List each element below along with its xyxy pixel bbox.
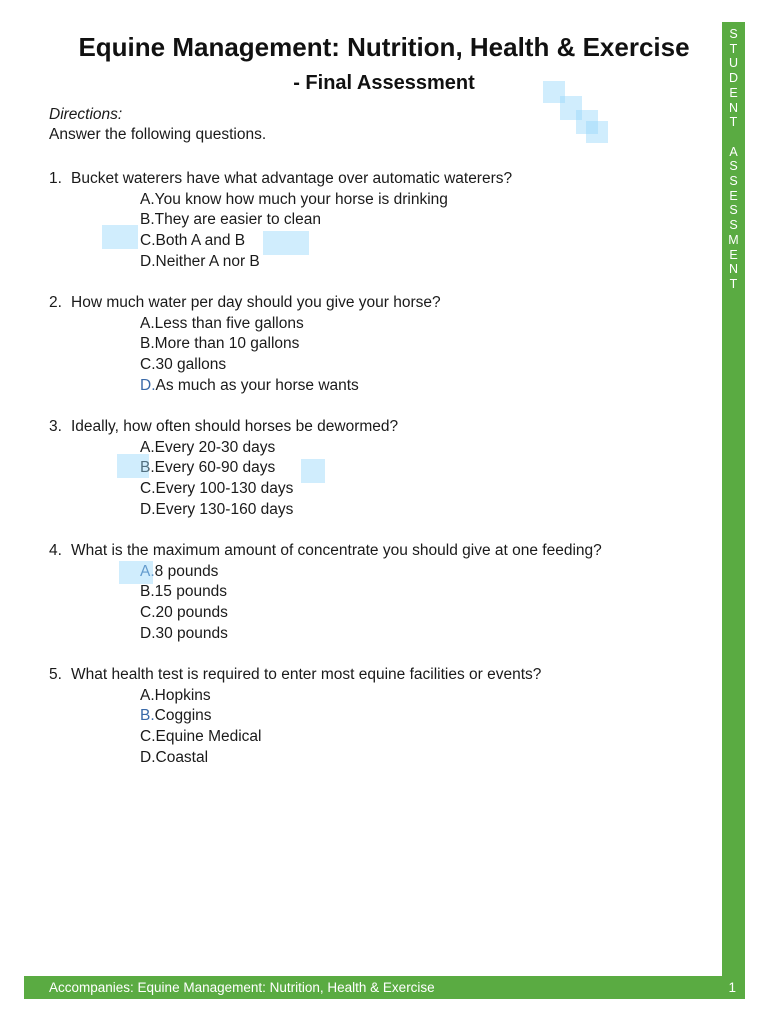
selection-highlight <box>263 231 309 255</box>
choice-letter: B. <box>140 707 155 725</box>
choice-letter: D. <box>140 252 156 270</box>
question-list <box>49 169 719 789</box>
question-text: Ideally, how often should horses be dewormed? <box>71 418 399 436</box>
question-4 <box>49 541 719 645</box>
selection-highlight <box>301 459 325 483</box>
side-bar-letter: S <box>729 203 738 218</box>
choice-letter: C. <box>140 480 156 498</box>
choice-c[interactable] <box>140 231 719 252</box>
choice-a[interactable] <box>140 438 719 459</box>
page-title: Equine Management: Nutrition, Health & Exercise <box>78 32 690 62</box>
choice-letter: D. <box>140 624 156 642</box>
choice-b[interactable] <box>140 706 719 727</box>
side-bar-letter: D <box>728 71 739 86</box>
page-number: 1 <box>728 980 736 995</box>
choice-c[interactable] <box>140 479 719 500</box>
choice-letter: B. <box>140 583 155 601</box>
choice-text: Both A and B <box>155 232 246 250</box>
question-stem <box>49 665 719 686</box>
question-number: 1. <box>49 170 62 187</box>
choice-letter: B. <box>140 459 155 477</box>
choice-b[interactable] <box>140 582 719 603</box>
choice-text: As much as your horse wants <box>155 376 359 394</box>
question-5 <box>49 665 719 769</box>
question-stem <box>49 293 719 314</box>
side-bar-letter: N <box>728 262 739 277</box>
side-bar-letter: S <box>729 218 738 233</box>
choice-letter: B. <box>140 335 155 353</box>
choice-d[interactable] <box>140 252 719 273</box>
choice-text: 20 pounds <box>155 604 228 622</box>
side-bar-letter: T <box>729 276 738 291</box>
choice-c[interactable] <box>140 355 719 376</box>
footer-bar <box>24 976 745 999</box>
question-text: What is the maximum amount of concentrate you should give at one feeding? <box>71 542 602 560</box>
side-bar-letter: N <box>728 100 739 115</box>
question-stem <box>49 541 719 562</box>
side-bar-letter: E <box>729 85 738 100</box>
choice-a[interactable] <box>140 190 719 211</box>
question-number: 2. <box>49 294 62 312</box>
choice-text: Every 130-160 days <box>155 500 294 518</box>
choice-text: Equine Medical <box>155 728 262 746</box>
choice-letter: D. <box>140 376 156 394</box>
question-number: 4. <box>49 542 62 560</box>
choice-a[interactable] <box>140 314 719 335</box>
choice-letter: C. <box>140 232 156 250</box>
question-text: Bucket waterers have what advantage over automatic waterers? <box>71 170 513 187</box>
choice-d[interactable] <box>140 748 719 769</box>
choice-text: More than 10 gallons <box>154 335 300 353</box>
question-2 <box>49 293 719 397</box>
choice-a[interactable] <box>140 686 719 707</box>
directions-text: Answer the following questions. <box>49 126 267 143</box>
choice-text: Less than five gallons <box>154 314 304 332</box>
side-bar-letter: U <box>728 56 739 71</box>
selection-highlight <box>102 225 138 249</box>
side-bar-label <box>722 27 745 292</box>
choice-text: Every 100-130 days <box>155 480 294 498</box>
choice-text: Coastal <box>155 748 209 766</box>
choice-text: You know how much your horse is drinking <box>154 190 448 208</box>
side-bar-letter: S <box>729 27 738 41</box>
side-bar-letter: E <box>729 188 738 203</box>
choice-letter: C. <box>140 356 156 374</box>
choice-text: Neither A nor B <box>155 252 260 270</box>
selection-highlight <box>117 454 149 478</box>
choice-letter: D. <box>140 500 156 518</box>
question-1 <box>49 169 719 273</box>
side-bar-letter: T <box>729 41 738 56</box>
side-bar-letter: M <box>728 232 739 247</box>
side-bar-letter: S <box>729 159 738 174</box>
choice-list <box>49 686 719 769</box>
choice-b[interactable] <box>140 334 719 355</box>
question-number: 3. <box>49 418 62 436</box>
side-bar <box>722 22 745 976</box>
choice-c[interactable] <box>140 727 719 748</box>
choice-text: 8 pounds <box>154 562 219 580</box>
choice-text: Every 60-90 days <box>154 459 276 477</box>
choice-letter: C. <box>140 728 156 746</box>
side-bar-letter: A <box>729 144 738 159</box>
page-subtitle: - Final Assessment <box>293 72 475 94</box>
choice-letter: A. <box>140 686 155 704</box>
choice-list <box>49 438 719 521</box>
choice-letter: C. <box>140 604 156 622</box>
choice-text: 15 pounds <box>154 583 228 601</box>
choice-letter: B. <box>140 211 155 229</box>
footer-text: Accompanies: Equine Management: Nutrition, Health & Exercise <box>49 980 435 995</box>
choice-letter: A. <box>140 562 155 580</box>
selection-highlight <box>119 561 153 584</box>
side-bar-letter <box>722 130 745 145</box>
choice-text: Hopkins <box>154 686 211 704</box>
choice-list <box>49 314 719 397</box>
choice-d[interactable] <box>140 624 719 645</box>
question-number: 5. <box>49 666 62 684</box>
choice-text: They are easier to clean <box>154 211 321 229</box>
choice-letter: A. <box>140 314 155 332</box>
selection-highlight <box>586 121 608 143</box>
side-bar-letter: E <box>729 247 738 262</box>
choice-text: Every 20-30 days <box>154 438 276 456</box>
choice-b[interactable] <box>140 210 719 231</box>
question-3 <box>49 417 719 521</box>
choice-d[interactable] <box>140 376 719 397</box>
choice-b[interactable] <box>140 458 719 479</box>
choice-a[interactable] <box>140 562 719 583</box>
choice-text: 30 pounds <box>155 624 228 642</box>
choice-list <box>49 190 719 273</box>
choice-letter: A. <box>140 438 155 456</box>
question-stem <box>49 417 719 438</box>
side-bar-letter: S <box>729 174 738 189</box>
choice-text: Coggins <box>154 707 212 725</box>
choice-d[interactable] <box>140 500 719 521</box>
directions-label: Directions: <box>49 106 123 123</box>
choice-letter: A. <box>140 190 155 208</box>
question-text: How much water per day should you give your horse? <box>71 294 441 312</box>
choice-letter: D. <box>140 748 156 766</box>
side-bar-letter: T <box>729 115 738 130</box>
choice-c[interactable] <box>140 603 719 624</box>
question-stem <box>49 169 719 190</box>
choice-text: 30 gallons <box>155 356 227 374</box>
question-text: What health test is required to enter most equine facilities or events? <box>71 666 542 684</box>
